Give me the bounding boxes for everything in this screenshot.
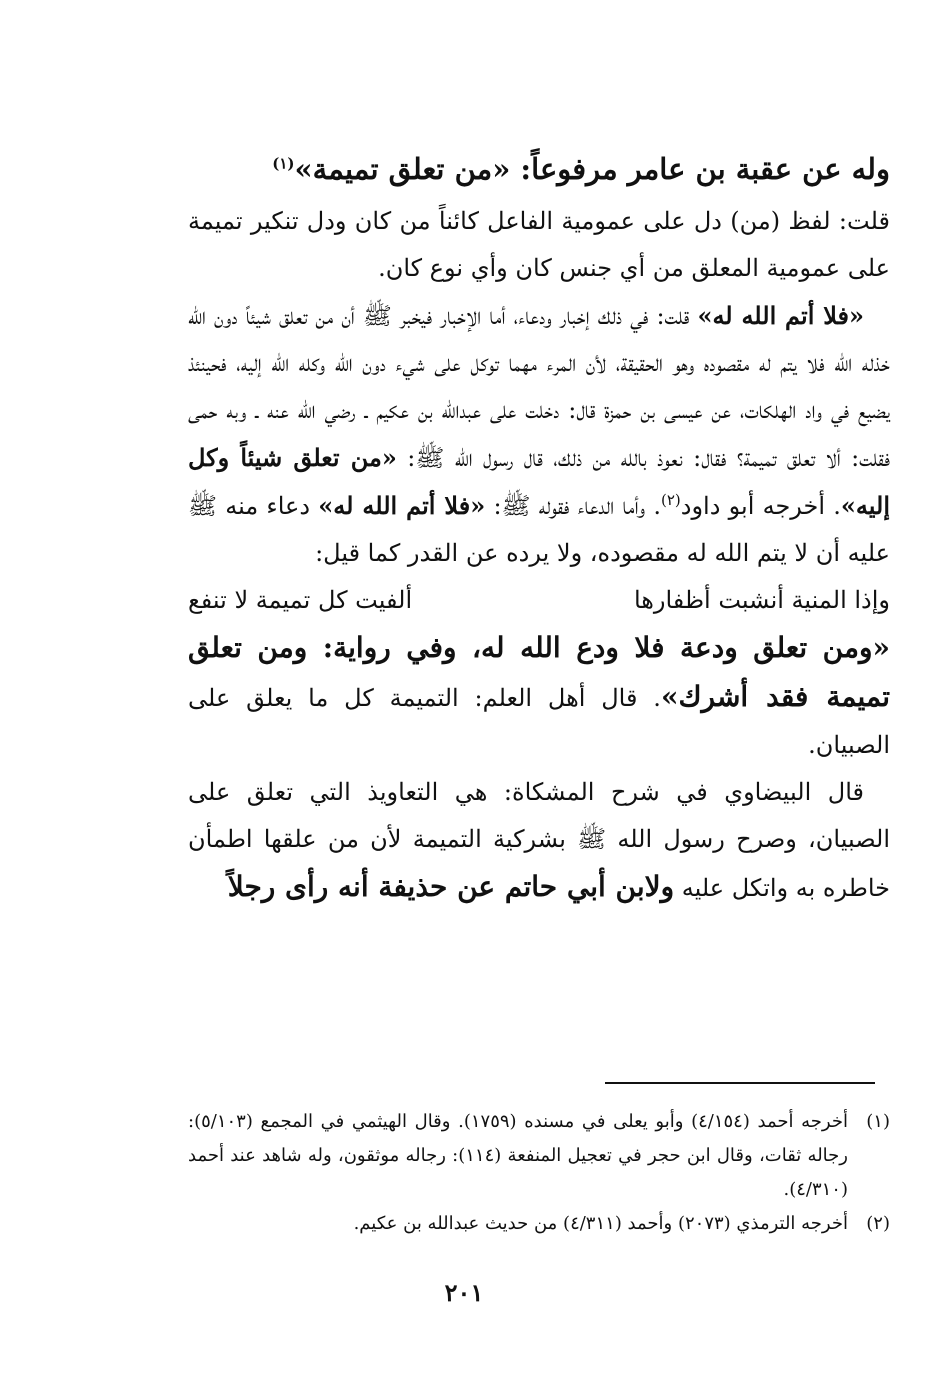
main-text [188,140,890,912]
verse-second-hemistich: ألفيت كل تميمة لا تنفع [188,586,413,614]
footnote-separator [605,1082,875,1084]
paragraph-4-text: قال البيضاوي في شرح المشكاة: هي التعاويذ التي تعلق على الصبيان، وصرح رسول الله ﷺ بشركية التميمة لأن من علقها اطمأن خاطره به واتكل عليه [188,778,890,902]
footnote-2 [188,1207,890,1241]
paragraph-4-bold: ولابن أبي حاتم عن حذيفة أنه رأى رجلاً [227,870,675,903]
footnote-ref-2[interactable]: (٢) [660,491,681,509]
paragraph-3 [188,624,890,769]
paragraph-2-text-4: دعاء منه ﷺ عليه أن لا يتم الله له مقصوده، ولا يرده عن القدر كما قيل: [188,492,890,567]
footnotes [188,1105,890,1241]
quote-fala-atamma: «فلا أتم الله له» [697,301,864,330]
paragraph-2 [188,292,890,577]
verse-first-hemistich: وإذا المنية أنشبت أظفارها [633,586,890,614]
paragraph-4 [188,769,890,912]
page-number: ٢٠١ [444,1278,484,1307]
paragraph-2-text-2: . أخرجه أبو داود [680,492,841,520]
heading-text: وله عن عقبة بن عامر مرفوعاً: «من تعلق تميمة» [294,152,890,186]
footnote-number: (٢) [866,1213,890,1234]
paragraph-2-text-3: . وأما الدعاء فقوله ﷺ: [485,492,661,520]
paragraph-1: قلت: لفظ (من) دل على عمومية الفاعل كائناً من كان ودل تنكير تميمة على عمومية المعلق من أي جنس كان وأي نوع كان. [188,207,890,282]
footnote-text: أخرجه أحمد (٤/١٥٤) وأبو يعلى في مسنده (١٧٥٩). وقال الهيثمي في المجمع (٥/١٠٣): رجاله ثقات، وقال ابن حجر في تعجيل المنفعة (١١٤): رجاله موثقون، وله شاهد عند أحمد (٤/٣١٠). [188,1111,848,1200]
paragraph-2-text: قلت: في ذلك إخبار ودعاء، أما الإخبار فيخبر ﷺ أن من تعلق شيئاً دون الله خذله الله فلا يتم له مقصوده وهو الحقيقة، لأن المرء مهما توكل على شيء دون الله وكله الله إليه، فحينئذ يضيع في واد الهلكات، عن عيسى بن حمزة قال: دخلت على عبدالله بن عكيم ـ رضي الله عنه ـ وبه حمى فقلت: ألا تعلق تميمة؟ فقال: نعوذ بالله من ذلك، قال رسول الله ﷺ: [188,302,890,472]
hadith-quote: «من تعلق شيئاً وكل إليه» [188,443,891,520]
hadith-wada: «ومن تعلق ودعة فلا ودع الله له، وفي رواية: ومن تعلق تميمة فقد أشرك» [188,631,890,713]
paragraph-3-text: . قال أهل العلم: التميمة كل ما يعلق على الصبيان. [188,684,890,759]
section-heading [188,140,890,198]
footnote-text: أخرجه الترمذي (٢٠٧٣) وأحمد (٤/٣١١) من حديث عبدالله بن عكيم. [353,1213,848,1234]
footnote-number: (١) [866,1111,890,1132]
footnote-1 [188,1105,890,1207]
poetry-verse [188,577,890,624]
quote-fala-atamma-2: «فلا أتم الله له» [318,491,486,520]
footnote-ref-1[interactable]: (١) [272,154,295,173]
